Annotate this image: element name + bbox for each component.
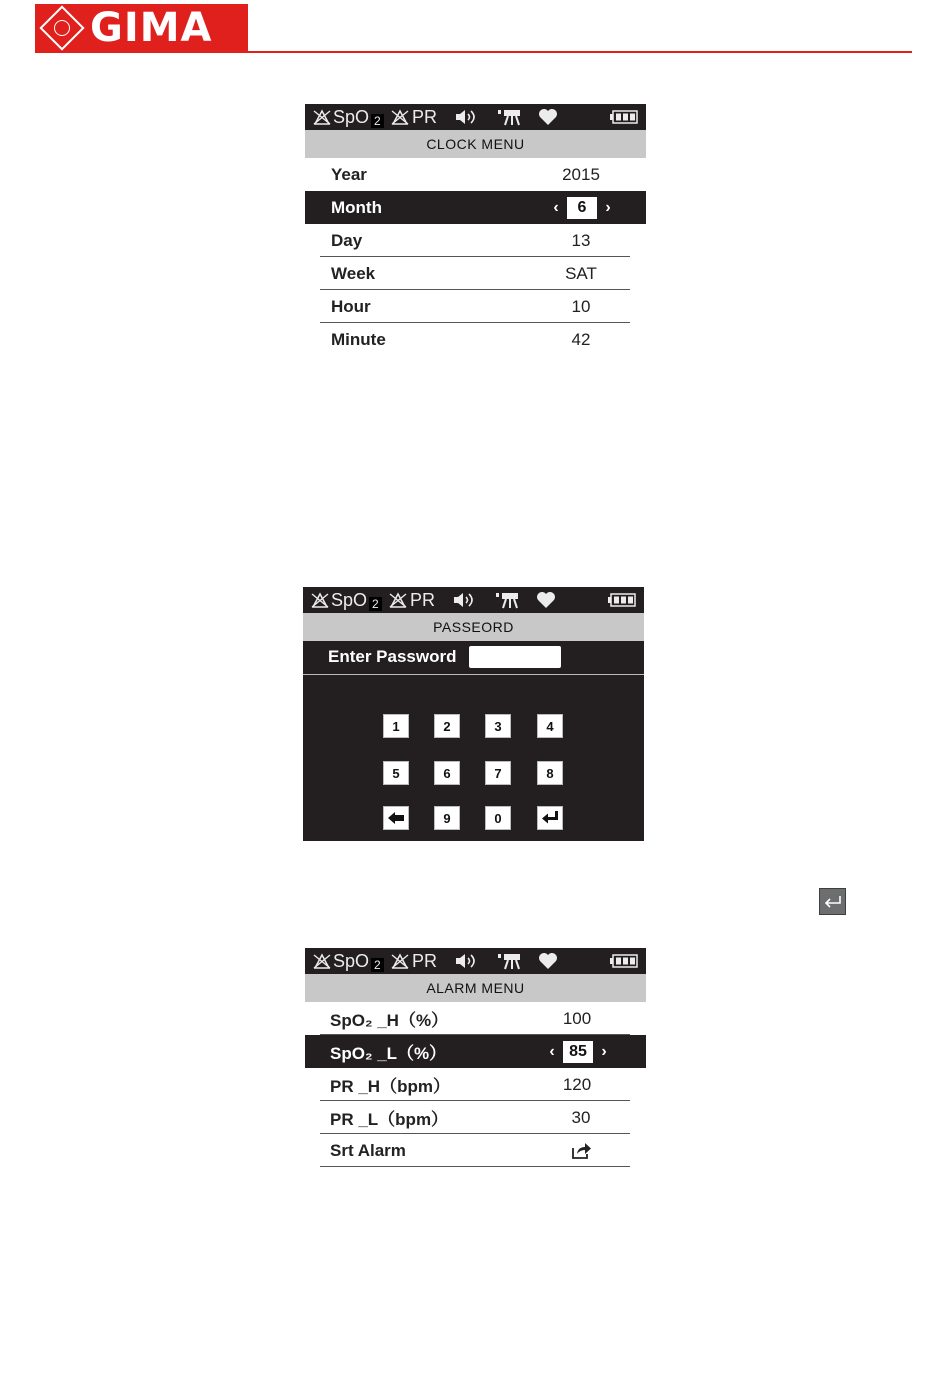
stepper-value: 6 [567,197,597,219]
spo2-alarm-off-icon [311,587,329,613]
menu-row-year[interactable] [305,158,646,191]
row-value: 10 [571,296,591,316]
backspace-icon [387,811,405,825]
share-arrow-icon[interactable] [570,1142,592,1165]
menu-title: ALARM MENU [305,974,646,1002]
password-field[interactable] [469,646,561,668]
password-entry-row [303,641,644,675]
key-8[interactable]: 8 [537,761,563,785]
key-4[interactable]: 4 [537,714,563,738]
key-5[interactable]: 5 [383,761,409,785]
pr-indicator: PR [410,589,436,610]
battery-icon [610,948,638,974]
return-key-icon [819,888,846,915]
menu-title: PASSEORD [303,613,644,641]
menu-row-srt-alarm[interactable] [305,1134,646,1167]
row-label: SpO₂ _H（%） [330,1011,449,1030]
key-1[interactable]: 1 [383,714,409,738]
menu-row-pr-low[interactable] [305,1101,646,1134]
menu-row-hour[interactable] [305,290,646,323]
brand-name: GIMA [90,5,213,51]
spo2-indicator: SpO 2 [331,587,382,613]
gima-logo [35,4,248,52]
row-label: PR _H（bpm） [330,1077,450,1096]
pr-indicator: PR [412,950,438,971]
row-label: PR _L（bpm） [330,1110,449,1129]
row-divider [320,1166,630,1167]
menu-row-day[interactable] [305,224,646,257]
row-label: Hour [331,296,371,316]
row-label: Minute [331,329,386,349]
key-2[interactable]: 2 [434,714,460,738]
volume-icon [454,948,480,974]
row-value: 30 [571,1107,591,1127]
pr-alarm-off-icon [391,948,409,974]
battery-icon [608,587,636,613]
row-label: Week [331,263,376,283]
heart-icon [538,104,558,130]
chevron-right-icon[interactable]: › [605,198,611,216]
menu-row-week[interactable] [305,257,646,290]
row-value: 13 [571,230,591,250]
alarm-menu-screen [305,948,646,1167]
bluetooth-sync-icon [495,587,519,613]
bluetooth-sync-icon [497,948,521,974]
menu-title: CLOCK MENU [305,130,646,158]
enter-key[interactable] [537,806,563,830]
row-label: Day [331,230,363,250]
heart-icon [538,948,558,974]
menu-row-minute[interactable] [305,323,646,356]
volume-icon [452,587,478,613]
row-value: 120 [562,1074,592,1094]
enter-icon [541,811,559,825]
gima-emblem-icon [39,5,84,50]
status-bar [305,104,646,130]
row-label: Month [331,197,382,217]
heart-icon [536,587,556,613]
spo2-alarm-off-icon [313,948,331,974]
row-label: SpO₂ _L（%） [330,1044,447,1063]
row-value: SAT [565,263,597,283]
menu-row-spo2-high[interactable] [305,1002,646,1035]
volume-icon [454,104,480,130]
enter-password-label: Enter Password [328,647,457,666]
stepper-value: 85 [563,1041,593,1063]
key-3[interactable]: 3 [485,714,511,738]
row-value: 100 [562,1008,592,1028]
status-bar [305,948,646,974]
key-6[interactable]: 6 [434,761,460,785]
pr-alarm-off-icon [391,104,409,130]
spo2-indicator: SpO 2 [333,104,384,130]
month-stepper[interactable] [549,197,615,219]
chevron-left-icon[interactable]: ‹ [553,198,559,216]
menu-row-month[interactable] [305,191,646,224]
password-body [303,641,644,841]
header-divider [35,51,912,53]
key-9[interactable]: 9 [434,806,460,830]
row-label: Srt Alarm [330,1140,406,1160]
spo2-alarm-off-icon [313,104,331,130]
row-value: 42 [571,329,591,349]
key-7[interactable]: 7 [485,761,511,785]
bluetooth-sync-icon [497,104,521,130]
spo2-low-stepper[interactable] [545,1041,611,1063]
password-screen [303,587,644,841]
pr-alarm-off-icon [389,587,407,613]
menu-row-pr-high[interactable] [305,1068,646,1101]
key-0[interactable]: 0 [485,806,511,830]
row-value: 2015 [562,164,600,184]
backspace-key[interactable] [383,806,409,830]
menu-row-spo2-low[interactable] [305,1035,646,1068]
row-label: Year [331,164,367,184]
chevron-left-icon[interactable]: ‹ [549,1042,555,1060]
pr-indicator: PR [412,106,438,127]
status-bar [303,587,644,613]
spo2-indicator: SpO 2 [333,948,384,974]
chevron-right-icon[interactable]: › [601,1042,607,1060]
clock-menu-screen [305,104,646,356]
battery-icon [610,104,638,130]
